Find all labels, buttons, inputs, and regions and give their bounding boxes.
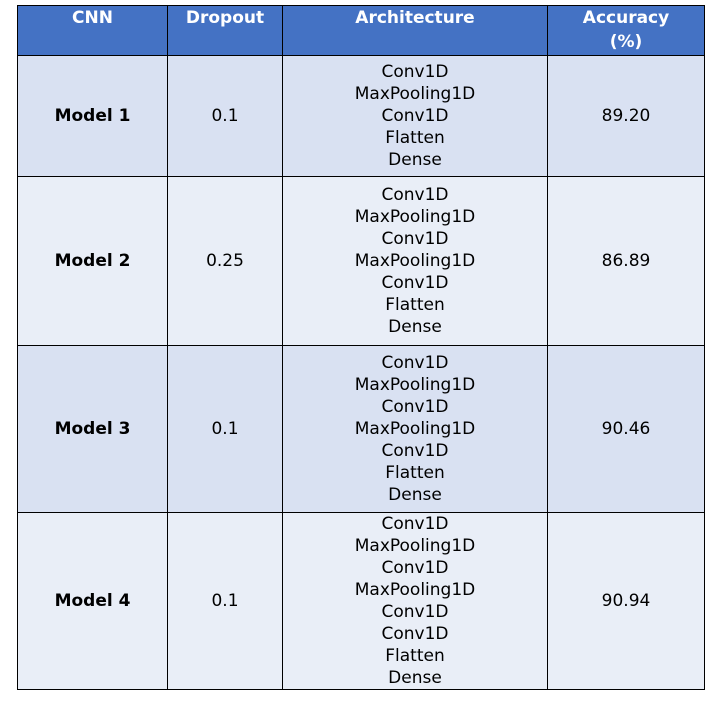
header-cnn <box>18 6 168 56</box>
table-row <box>18 56 705 177</box>
architecture-layer: Flatten <box>385 128 445 148</box>
architecture-layer: MaxPooling1D <box>354 580 476 600</box>
header-accuracy-label: Accuracy <box>582 8 670 28</box>
cnn-results-table <box>17 5 705 690</box>
accuracy-cell: 86.89 <box>548 177 705 346</box>
dropout-cell: 0.1 <box>168 346 283 513</box>
architecture-layer: Dense <box>388 150 442 170</box>
table-row <box>18 513 705 690</box>
architecture-layer: MaxPooling1D <box>354 207 476 227</box>
architecture-layer: Conv1D <box>381 602 449 622</box>
architecture-layer: MaxPooling1D <box>354 84 476 104</box>
accuracy-cell: 89.20 <box>548 56 705 177</box>
architecture-layer: Flatten <box>385 295 445 315</box>
architecture-layer: Flatten <box>385 646 445 666</box>
architecture-layer: Conv1D <box>381 397 449 417</box>
header-dropout <box>168 6 283 56</box>
accuracy-cell: 90.94 <box>548 513 705 690</box>
header-cnn-label: CNN <box>72 8 113 28</box>
model-name-cell: Model 3 <box>18 346 168 513</box>
architecture-layer: Dense <box>388 485 442 505</box>
architecture-layer: Conv1D <box>381 558 449 578</box>
architecture-layer: Conv1D <box>381 441 449 461</box>
architecture-cell <box>283 177 548 346</box>
model-name-cell: Model 1 <box>18 56 168 177</box>
header-architecture-label: Architecture <box>355 8 475 28</box>
architecture-layer: MaxPooling1D <box>354 536 476 556</box>
dropout-cell: 0.1 <box>168 56 283 177</box>
table-row <box>18 177 705 346</box>
architecture-layer: Dense <box>388 668 442 688</box>
architecture-layer: Conv1D <box>381 229 449 249</box>
table-row <box>18 346 705 513</box>
architecture-layer: Conv1D <box>381 624 449 644</box>
architecture-cell <box>283 513 548 690</box>
table-header <box>18 6 705 56</box>
architecture-cell <box>283 346 548 513</box>
architecture-layer: Conv1D <box>381 273 449 293</box>
architecture-layer: Conv1D <box>381 185 449 205</box>
architecture-layer: Conv1D <box>381 353 449 373</box>
dropout-cell: 0.25 <box>168 177 283 346</box>
table-body <box>18 56 705 690</box>
header-dropout-label: Dropout <box>185 8 265 28</box>
header-accuracy-unit: (%) <box>609 32 643 52</box>
architecture-cell <box>283 56 548 177</box>
architecture-layer: MaxPooling1D <box>354 251 476 271</box>
accuracy-cell: 90.46 <box>548 346 705 513</box>
header-architecture <box>283 6 548 56</box>
architecture-layer: Conv1D <box>381 514 449 534</box>
model-name-cell: Model 2 <box>18 177 168 346</box>
model-name-cell: Model 4 <box>18 513 168 690</box>
architecture-layer: Conv1D <box>381 62 449 82</box>
architecture-layer: Dense <box>388 317 442 337</box>
dropout-cell: 0.1 <box>168 513 283 690</box>
architecture-layer: MaxPooling1D <box>354 375 476 395</box>
architecture-layer: MaxPooling1D <box>354 419 476 439</box>
header-row <box>18 6 705 56</box>
header-accuracy <box>548 6 705 56</box>
architecture-layer: Flatten <box>385 463 445 483</box>
architecture-layer: Conv1D <box>381 106 449 126</box>
